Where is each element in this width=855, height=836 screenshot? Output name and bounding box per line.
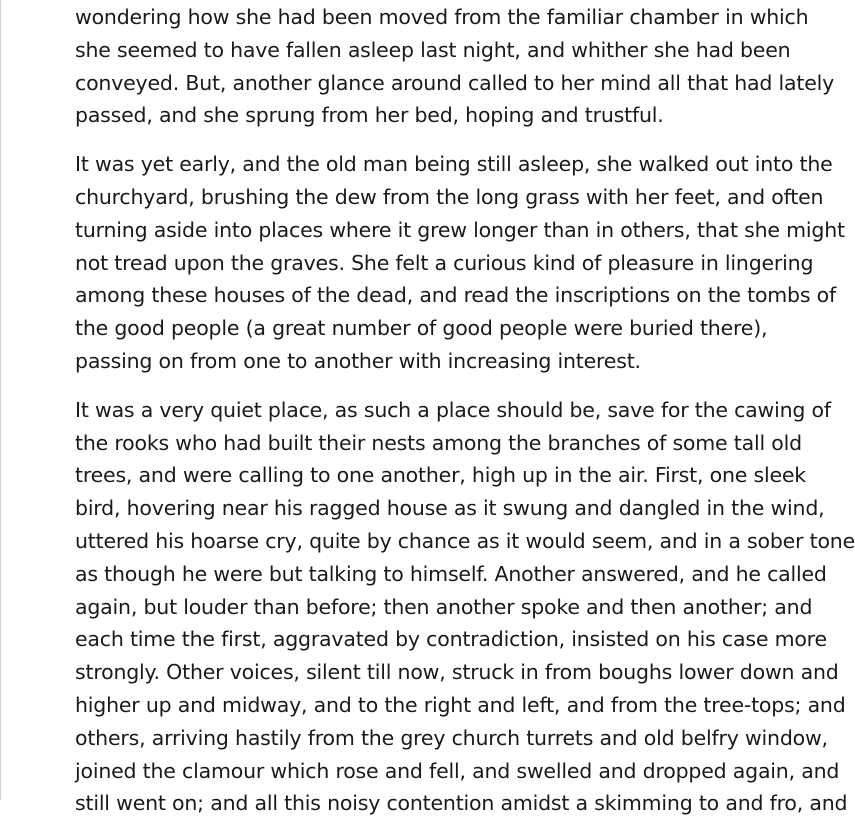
text-line: each time the first, aggravated by contradiction, insisted on his case more [75, 627, 827, 652]
text-line: joined the clamour which rose and fell, and swelled and dropped again, and [75, 758, 840, 783]
text-line: still went on; and all this noisy contention amidst a skimming to and fro, and [75, 791, 848, 816]
text-line: as though he were but talking to himself. Another answered, and he called [75, 561, 827, 586]
document-text [75, 1, 855, 836]
text-line: again, but louder than before; then another spoke and then another; and [75, 594, 813, 619]
text-line: It was yet early, and the old man being still asleep, she walked out into the [75, 152, 833, 177]
text-line: conveyed. But, another glance around called to her mind all that had lately [75, 70, 835, 95]
paragraph-2 [75, 148, 845, 378]
text-line: among these houses of the dead, and read the inscriptions on the tombs of [75, 283, 837, 308]
text-line: the rooks who had built their nests among the branches of some tall old [75, 430, 802, 455]
text-line: turning aside into places where it grew longer than in others, that she might [75, 217, 845, 242]
text-line: churchyard, brushing the dew from the long grass with her feet, and often [75, 184, 824, 209]
text-line: the good people (a great number of good people were buried there), [75, 316, 768, 341]
text-line: passed, and she sprung from her bed, hoping and trustful. [75, 103, 664, 128]
text-line: wondering how she had been moved from the familiar chamber in which [75, 5, 809, 29]
text-line: passing on from one to another with increasing interest. [75, 348, 641, 373]
text-line: not tread upon the graves. She felt a curious kind of pleasure in lingering [75, 250, 814, 275]
text-line: others, arriving hastily from the grey church turrets and old belfry window, [75, 725, 828, 750]
text-line: strongly. Other voices, silent till now, struck in from boughs lower down and [75, 660, 839, 685]
text-line: It was a very quiet place, as such a place should be, save for the cawing of [75, 397, 831, 422]
text-line: uttered his hoarse cry, quite by chance as it would seem, and in a sober tone [75, 528, 855, 553]
paragraph-1 [75, 1, 835, 132]
text-line: she seemed to have fallen asleep last night, and whither she had been [75, 37, 791, 62]
text-line: higher up and midway, and to the right and left, and from the tree-tops; and [75, 692, 846, 717]
text-line: bird, hovering near his ragged house as it swung and dangled in the wind, [75, 496, 825, 521]
paragraph-3 [75, 394, 855, 820]
text-line: trees, and were calling to one another, high up in the air. First, one sleek [75, 463, 806, 488]
